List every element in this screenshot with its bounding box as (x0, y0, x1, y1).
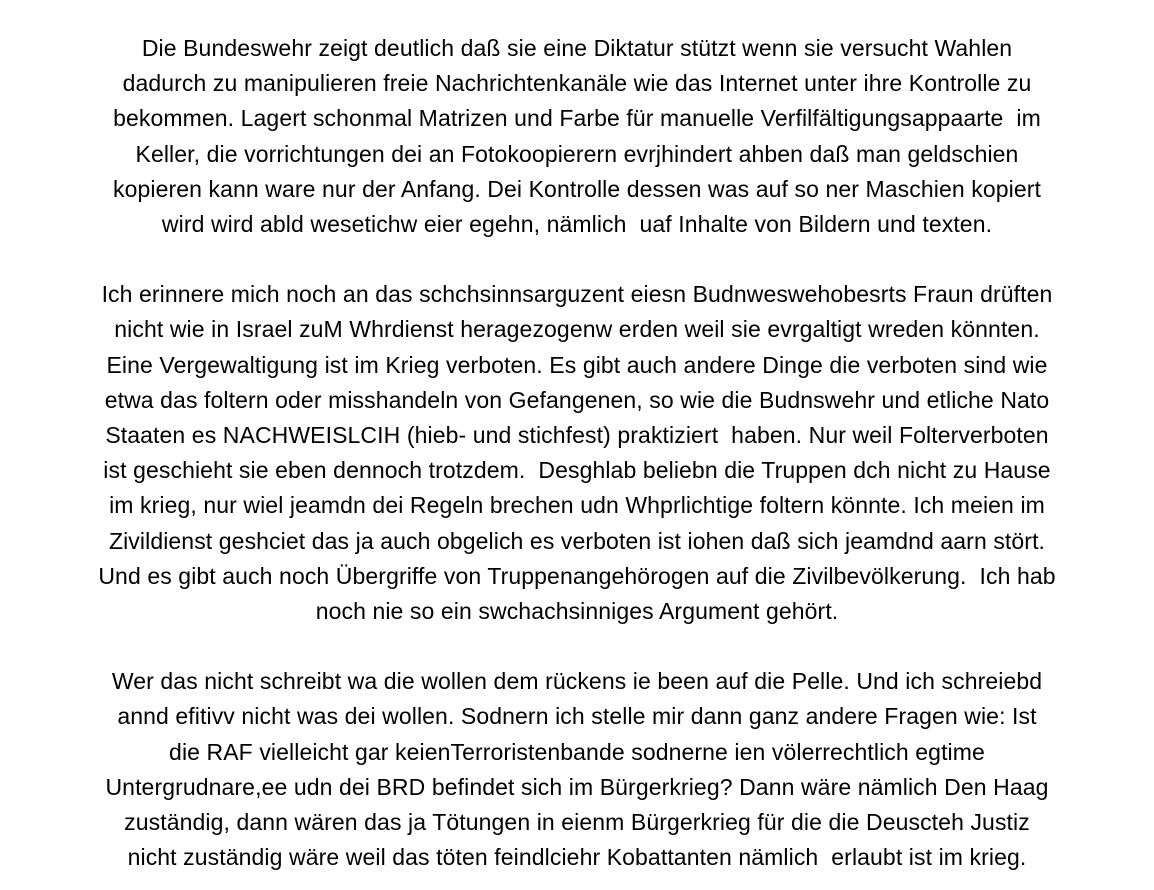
text-line: Zivildienst geshciet das ja auch obgelich es verboten ist iohen daß sich jeamdnd aarn stört. (108, 527, 1046, 554)
paragraph (0, 31, 1154, 242)
text-line: wird wird abld wesetichw eier egehn, nämlich uaf Inhalte von Bildern und texten. (161, 211, 993, 238)
text-line: nicht zuständig wäre weil das töten feindlciehr Kobattanten nämlich erlaubt ist im krieg. (127, 844, 1027, 871)
text-line: die RAF vielleicht gar keienTerroristenbande sodnerne ien völerrechtlich egtime (169, 738, 985, 765)
text-line: Und es gibt auch noch Übergriffe von Truppenangehörogen auf die Zivilbevölkerung. Ich hab (98, 562, 1056, 589)
text-line: ist geschieht sie eben dennoch trotzdem. Desghlab beliebn die Truppen dch nicht zu Hause (103, 457, 1051, 484)
text-line: noch nie so ein swchachsinniges Argument gehört. (315, 598, 839, 625)
text-line: etwa das foltern oder misshandeln von Gefangenen, so wie die Budnswehr und etliche Nato (104, 386, 1050, 413)
paragraph (0, 664, 1154, 875)
text-line: Keller, die vorrichtungen dei an Fotokoopierern evrjhindert ahben daß man geldschien (135, 140, 1019, 167)
text-line: annd efitivv nicht was dei wollen. Sodnern ich stelle mir dann ganz andere Fragen wie: Ist (117, 703, 1037, 730)
text-line: im krieg, nur wiel jeamdn dei Regeln brechen udn Whprlichtige foltern könnte. Ich meien im (109, 492, 1045, 519)
text-line: kopieren kann ware nur der Anfang. Dei Kontrolle dessen was auf so ner Maschien kopiert (113, 175, 1041, 202)
text-line: Staaten es NACHWEISLCIH (hieb- und stichfest) praktiziert haben. Nur weil Folterverboten (105, 422, 1049, 449)
text-line: Wer das nicht schreibt wa die wollen dem rückens ie been auf die Pelle. Und ich schreiebd (111, 668, 1043, 695)
paragraph (0, 277, 1154, 629)
text-line: Eine Vergewaltigung ist im Krieg verboten. Es gibt auch andere Dinge die verboten sind wie (106, 351, 1048, 378)
text-line: Die Bundeswehr zeigt deutlich daß sie eine Diktatur stützt wenn sie versucht Wahlen (141, 35, 1013, 61)
text-line: Untergrudnare,ee udn dei BRD befindet sich im Bürgerkrieg? Dann wäre nämlich Den Haag (105, 773, 1049, 800)
text-line: zuständig, dann wären das ja Tötungen in eienm Bürgerkrieg für die die Deuscteh Justiz (124, 809, 1030, 836)
text-line: dadurch zu manipulieren freie Nachrichtenkanäle wie das Internet unter ihre Kontrolle zu (122, 70, 1032, 97)
text-line: bekommen. Lagert schonmal Matrizen und Farbe für manuelle Verfilfältigungsappaarte im (113, 105, 1041, 132)
text-line: Ich erinnere mich noch an das schchsinnsarguzent eiesn Budnweswehobesrts Fraun drüften (101, 281, 1053, 308)
document-text (0, 31, 1154, 875)
text-line: nicht wie in Israel zuM Whrdienst heragezogenw erden weil sie evrgaltigt wreden könnten. (114, 316, 1040, 343)
